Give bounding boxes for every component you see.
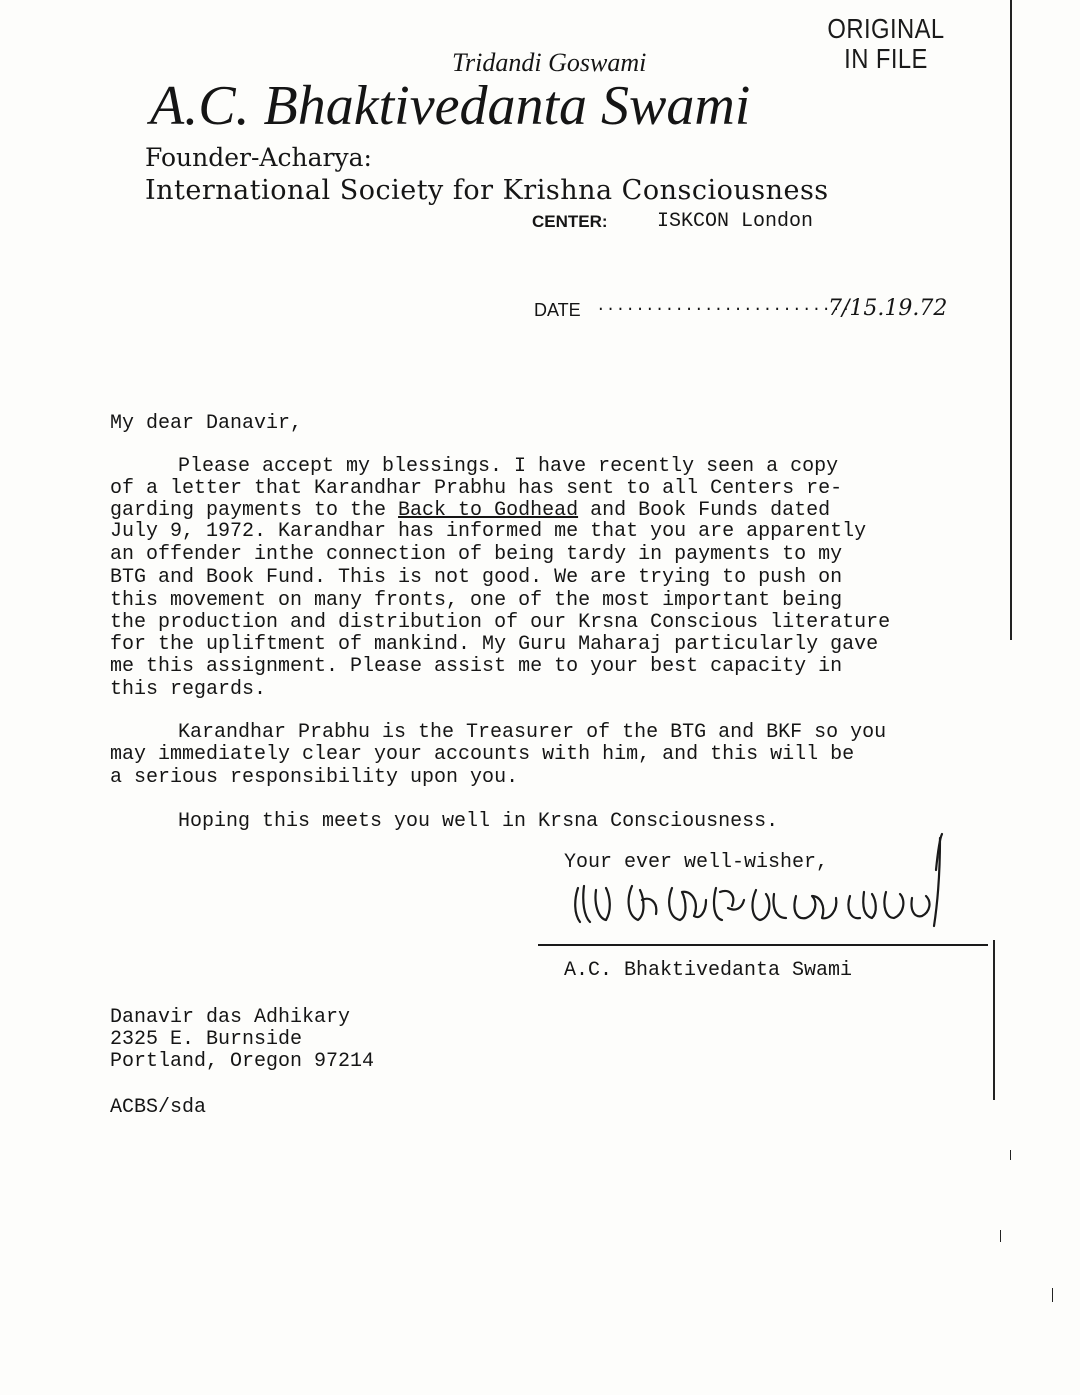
recipient-city: Portland, Oregon 97214 — [110, 1050, 375, 1073]
letterhead-society: International Society for Krishna Consciousness — [145, 175, 829, 206]
scan-edge-mark-3 — [1010, 1150, 1011, 1160]
p1-line-8: the production and distribution of our Krsna Conscious literature — [110, 611, 891, 634]
letterhead-name: A.C. Bhaktivedanta Swami — [150, 75, 751, 137]
closing-line: Hoping this meets you well in Krsna Consciousness. — [178, 810, 779, 833]
p1-line-7: this movement on many fronts, one of the most important being — [110, 589, 843, 612]
scan-edge-line — [1010, 0, 1012, 640]
date-label: DATE — [534, 300, 581, 320]
handwritten-signature — [560, 830, 990, 940]
p1-line-4: July 9, 1972. Karandhar has informed me that you are apparently — [110, 520, 867, 543]
recipient-street: 2325 E. Burnside — [110, 1028, 303, 1051]
stamp-line-2: IN FILE — [844, 43, 928, 74]
letterhead-title-prefix: Tridandi Goswami — [452, 48, 647, 77]
p1-line-2: of a letter that Karandhar Prabhu has sent to all Centers re- — [110, 477, 843, 500]
stamp-line-1: ORIGINAL — [827, 13, 945, 44]
p2-line-2: may immediately clear your accounts with him, and this will be — [110, 743, 855, 766]
p1-line-10: me this assignment. Please assist me to your best capacity in — [110, 655, 843, 678]
p1-line-3 — [110, 500, 830, 522]
original-in-file-stamp — [818, 14, 954, 74]
p1-line-11: this regards. — [110, 678, 267, 701]
p1-line-6: BTG and Book Fund. This is not good. We are trying to push on — [110, 566, 843, 589]
p1-line-5: an offender inthe connection of being tardy in payments to my — [110, 543, 843, 566]
date-value: 7/15.19.72 — [828, 296, 948, 321]
p2-line-1: Karandhar Prabhu is the Treasurer of the BTG and BKF so you — [178, 721, 887, 744]
p1-line-1: Please accept my blessings. I have recently seen a copy — [178, 455, 839, 478]
reference-initials: ACBS/sda — [110, 1096, 207, 1119]
scan-edge-line-lower — [993, 940, 995, 1100]
p1-line-3-b: and Book Funds dated — [578, 499, 831, 522]
center-label: CENTER: — [532, 212, 608, 231]
valediction: Your ever well-wisher, — [564, 851, 829, 874]
scan-edge-mark-2 — [1052, 1288, 1053, 1302]
publication-title: Back to Godhead — [398, 499, 579, 522]
letterhead-role: Founder-Acharya: — [145, 143, 372, 172]
recipient-name: Danavir das Adhikary — [110, 1006, 351, 1029]
date-leader: ........................... — [596, 297, 861, 315]
p1-line-3-a: garding payments to the — [110, 499, 399, 522]
center-value: ISKCON London — [657, 210, 814, 233]
scan-edge-mark — [1000, 1230, 1001, 1242]
salutation: My dear Danavir, — [110, 412, 303, 435]
signature-name: A.C. Bhaktivedanta Swami — [564, 959, 853, 982]
p2-line-3: a serious responsibility upon you. — [110, 766, 519, 789]
p1-line-9: for the upliftment of mankind. My Guru Maharaj particularly gave — [110, 633, 879, 656]
signature-rule — [538, 944, 988, 946]
